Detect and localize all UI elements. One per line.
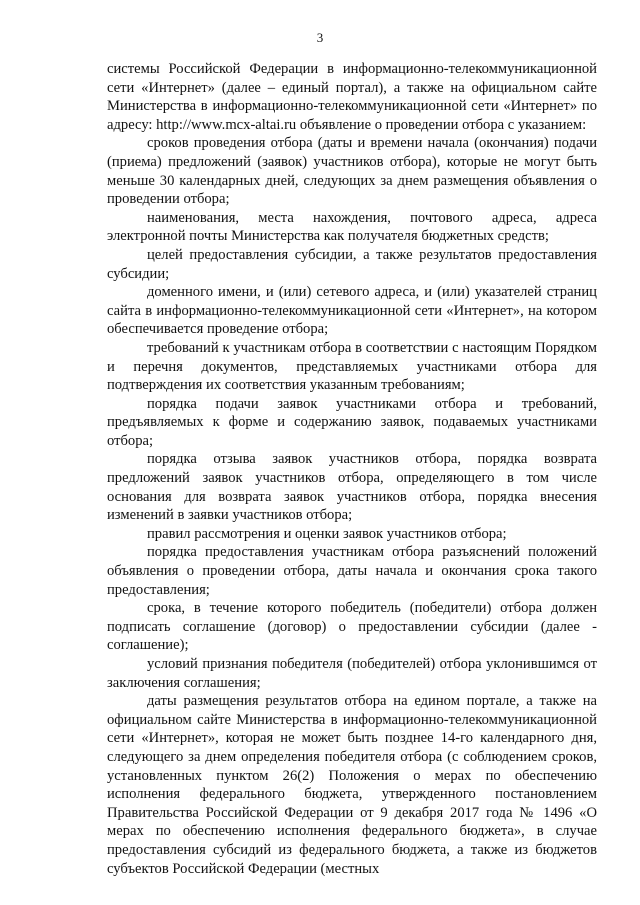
paragraph-participant-requirements: требований к участникам отбора в соответствии с настоящим Порядком и перечня документов, представляемых участниками отбора для подтверждения их соответствия указанным требованиям;	[107, 339, 597, 394]
paragraph-intro: системы Российской Федерации в информационно-телекоммуникационной сети «Интернет» (далее – единый портал), а также на официальном сайте Министерства в информационно-телекоммуникационной сети «Интернет» по адресу: http://www.mcx-altai.ru объявление о проведении отбора с указанием:	[107, 61, 597, 133]
paragraph-application-procedure: порядка подачи заявок участниками отбора и требований, предъявляемых к форме и содержанию заявок, подаваемых участниками отбора;	[107, 395, 597, 449]
paragraph-subsidy-goals: целей предоставления субсидии, а также результатов предоставления субсидии;	[107, 246, 597, 282]
paragraph-withdrawal-procedure: порядка отзыва заявок участников отбора, порядка возврата предложений заявок участников отбора, определяющего в том числе основания для возврата заявок участников отбора, порядка внесения изменений в заявки участников отбора;	[107, 451, 597, 524]
paragraph-domain-name: доменного имени, и (или) сетевого адреса, и (или) указателей страниц сайта в информационно-телекоммуникационной сети «Интернет», на котором обеспечивается проведение отбора;	[107, 284, 597, 338]
document-body	[107, 60, 597, 878]
paragraph-deadlines: сроков проведения отбора (даты и времени начала (окончания) подачи (приема) предложений (заявок) участников отбора), которые не могут быть меньше 30 календарных дней, следующих за днем размещения объявления о проведении отбора;	[107, 135, 597, 208]
paragraph-agreement-deadline: срока, в течение которого победитель (победители) отбора должен подписать соглашение (договор) о предоставлении субсидии (далее - соглашение);	[107, 600, 597, 654]
page-number: 3	[316, 30, 324, 45]
paragraph-evasion-conditions: условий признания победителя (победителей) отбора уклонившимся от заключения соглашения;	[107, 656, 597, 691]
paragraph-clarifications: порядка предоставления участникам отбора разъяснений положений объявления о проведении отбора, даты начала и окончания срока такого предоставления;	[107, 544, 597, 598]
paragraph-ministry-address: наименования, места нахождения, почтового адреса, адреса электронной почты Министерства как получателя бюджетных средств;	[107, 209, 597, 245]
paragraph-results-publication: даты размещения результатов отбора на едином портале, а также на официальном сайте Министерства в информационно-телекоммуникационной сети «Интернет», которая не может быть позднее 14-го календарного дня, следующего за днем определения победителя отбора (с соблюдением сроков, установленных пунктом 26(2) Положения о мерах по обеспечению исполнения федерального бюджета, утвержденного постановлением Правительства Российской Федерации от 9 декабря 2017 года № 1496 «О мерах по обеспечению исполнения федерального бюджета», в случае предоставления субсидий из федерального бюджета, а также из бюджетов субъектов Российской Федерации (местных	[107, 693, 597, 877]
paragraph-review-rules: правил рассмотрения и оценки заявок участников отбора;	[147, 525, 507, 542]
